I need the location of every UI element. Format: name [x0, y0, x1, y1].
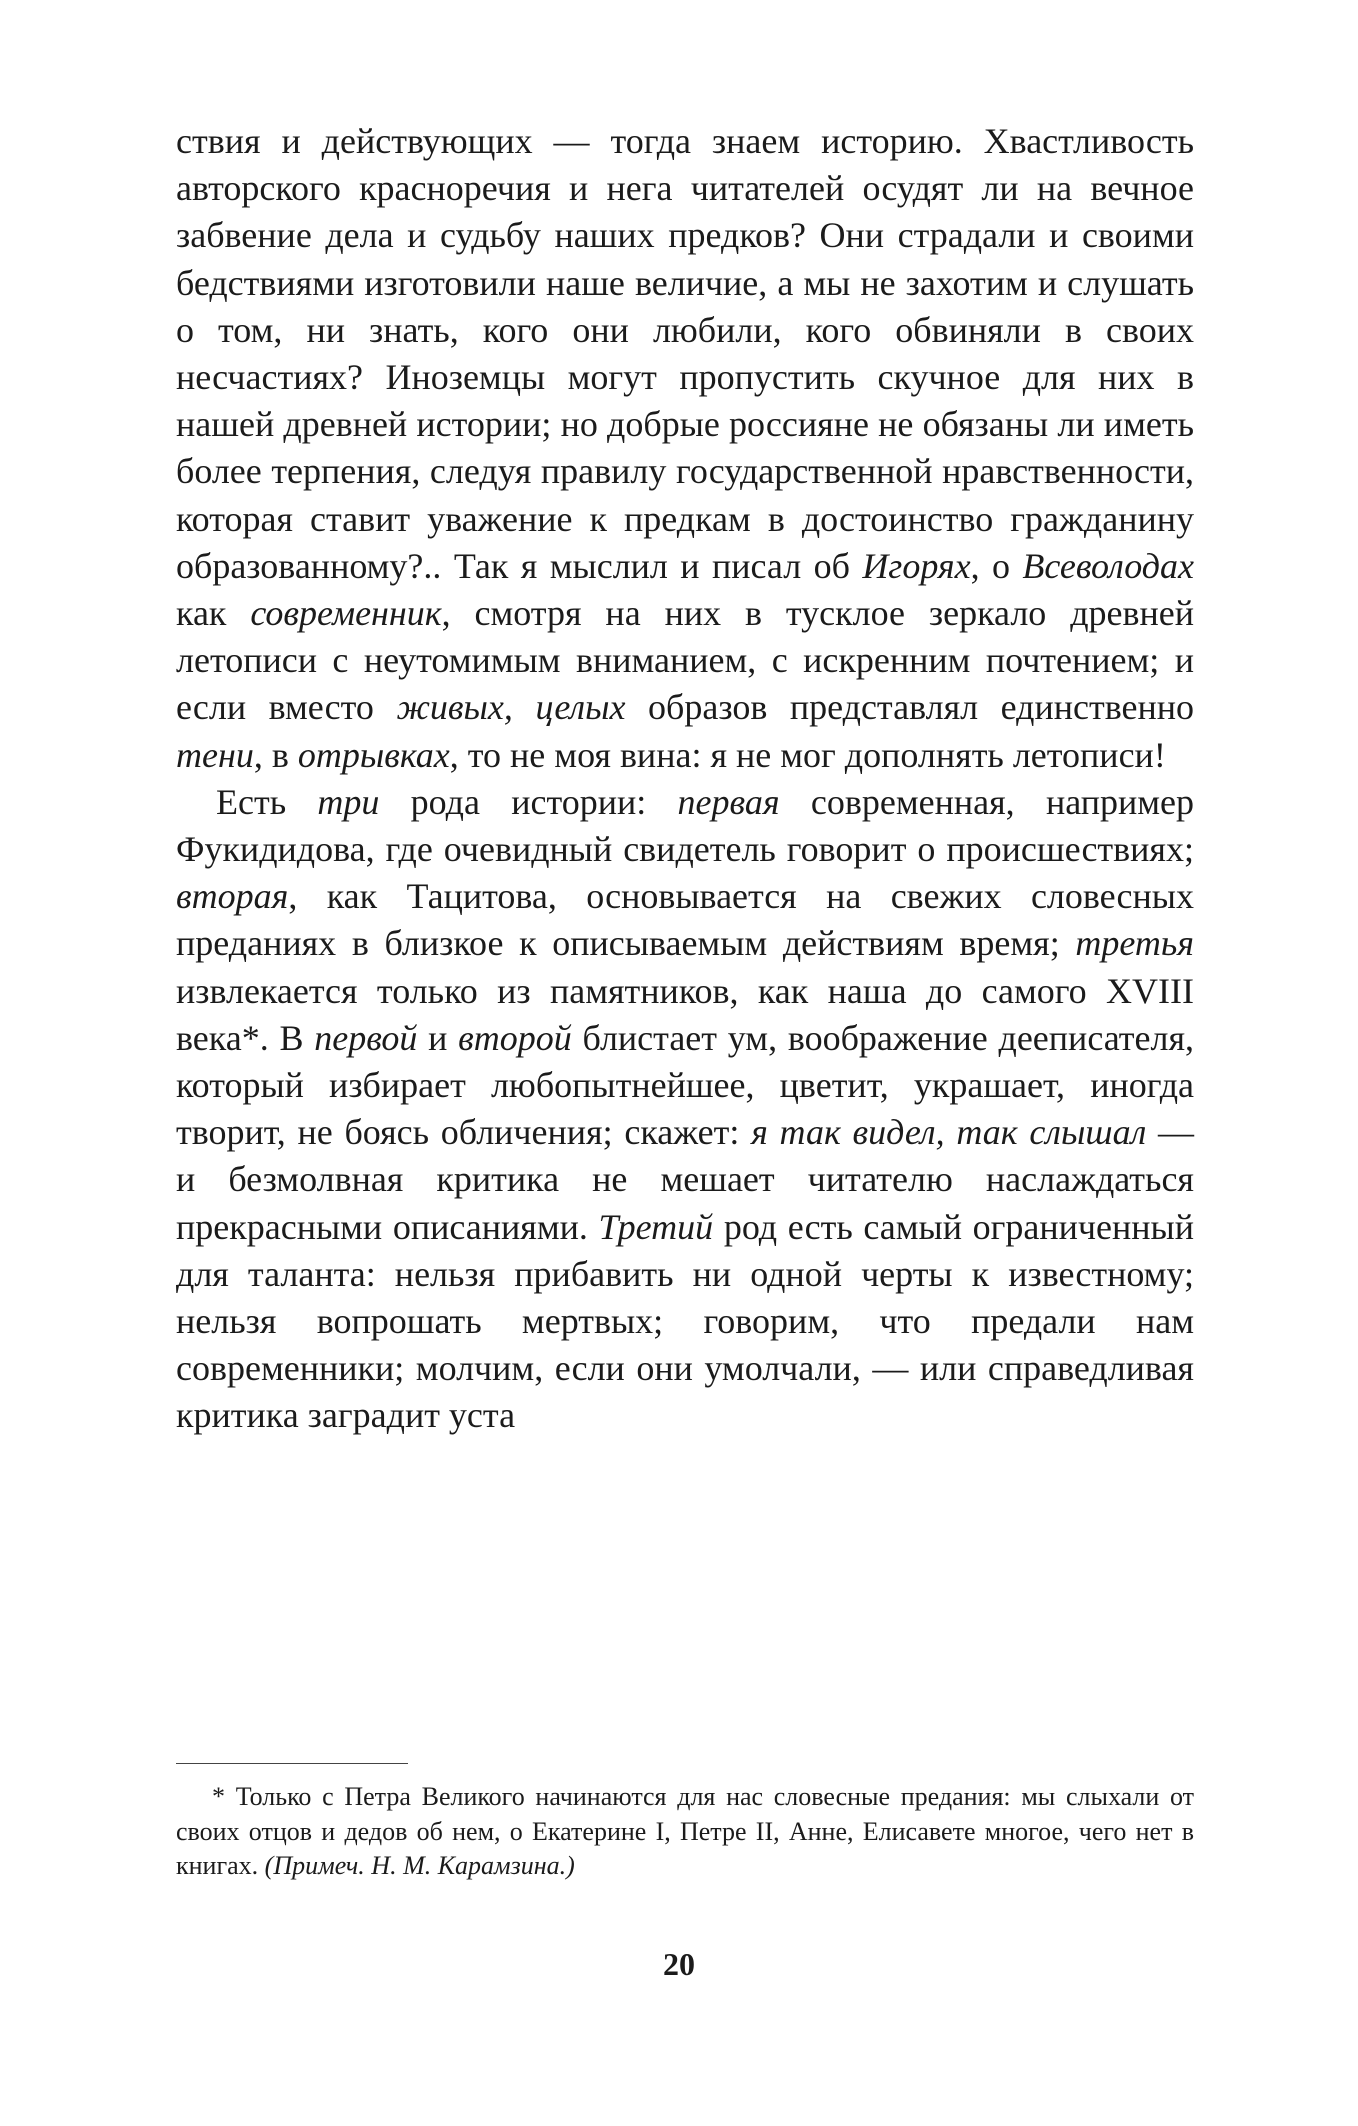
- footnote: [176, 1780, 1194, 1884]
- italic-run: Третий: [598, 1206, 714, 1247]
- italic-run: современник: [250, 593, 442, 634]
- italic-run: первой: [314, 1017, 418, 1058]
- italic-run: Игорях: [862, 545, 971, 586]
- italic-run: вторая: [176, 876, 289, 917]
- italic-run: живых, целых: [396, 687, 626, 728]
- paragraph-1: ствия и действующих — тогда знаем историю. Хвастливость авторского красноречия и нега читателей осудят ли на вечное забвение дела и судьбу наших предков? Они страдали и своими бедствиями изготовили наше величие, а мы не захотим и слушать о том, ни знать, кого они любили, кого обвиняли в своих несчастиях? Иноземцы могут пропустить скучное для них в нашей древней истории; но добрые россияне не обязаны ли иметь более терпения, следуя правилу государственной нравственности, которая ставит уважение к предкам в достоинство гражданину образованному?.. Так я мыслил и писал об Игорях, о Всеволодах как современник, смотря на них в тусклое зеркало древней летописи с неутомимым вниманием, с искренним почтением; и если вместо живых, целых образов представлял единственно тени, в отрывках, то не моя вина: я не мог дополнять летописи!: [176, 121, 1194, 775]
- main-text: [176, 118, 1194, 1440]
- footnote-divider: [176, 1763, 408, 1764]
- italic-run: второй: [458, 1017, 572, 1058]
- italic-run: первая: [677, 781, 780, 822]
- italic-run: три: [317, 781, 380, 822]
- italic-run: я так видел, так слышал: [751, 1112, 1147, 1153]
- paragraph-2: Есть три рода истории: первая современная, например Фукидидова, где очевидный свидетель говорит о происшествиях; вторая, как Тацитова, основывается на свежих словесных преданиях в близкое к описываемым действиям время; третья извлекается только из памятников, как наша до самого XVIII века*. В первой и второй блистает ум, воображение деeписателя, который избирает любопытнейшее, цветит, украшает, иногда творит, не боясь обличения; скажет: я так видел, так слышал — и безмолвная критика не мешает читателю наслаждаться прекрасными описаниями. Третий род есть самый ограниченный для таланта: нельзя прибавить ни одной черты к известному; нельзя вопрошать мертвых; говорим, что предали нам современники; молчим, если они умолчали, — или справедливая критика заградит уста: [176, 781, 1195, 1436]
- italic-run: отрывках: [297, 734, 450, 775]
- italic-run: Всеволодах: [1022, 545, 1194, 586]
- italic-run: (Примеч. Н. М. Карамзина.): [264, 1851, 575, 1880]
- italic-run: тени: [176, 734, 254, 775]
- footnote-text: * Только с Петра Великого начинаются для нас словесные предания: мы слыхали от своих отцов и дедов об нем, о Екатерине I, Петре II, Анне, Елисавете многое, чего нет в книгах. (Примеч. Н. М. Карамзина.): [176, 1782, 1194, 1880]
- page-number: 20: [663, 1946, 695, 1982]
- italic-run: третья: [1075, 923, 1194, 964]
